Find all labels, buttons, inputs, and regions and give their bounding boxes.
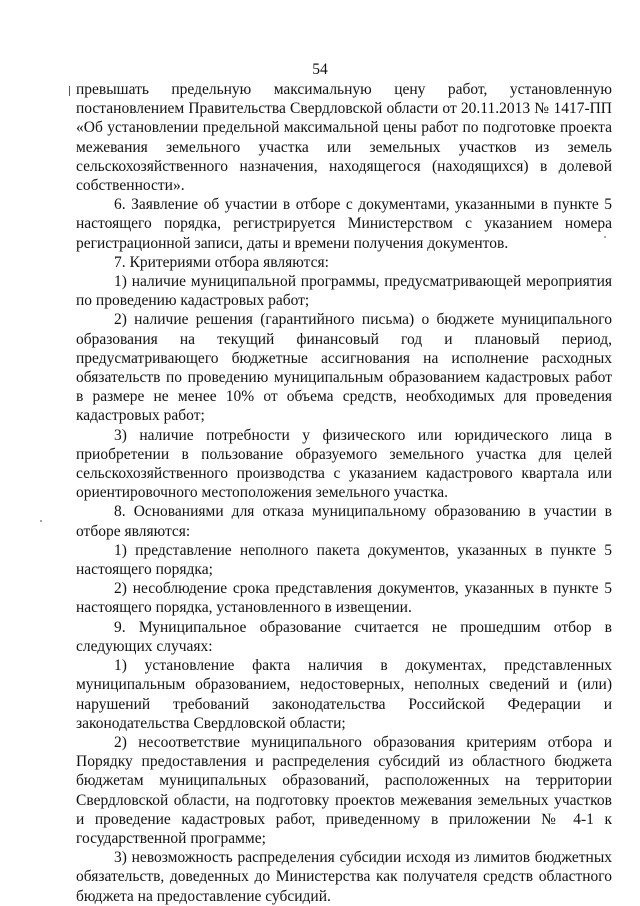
paragraph-item-9-1: 1) установление факта наличия в документах, представленных муниципальным образованием, недостоверных, неполных сведений и (или) нарушений требований законодательства Российской Федерации и законодательства Свердловской области; — [76, 657, 612, 732]
paragraph-item-7-2: 2) наличие решения (гарантийного письма) о бюджете муниципального образования на текущий финансовый год и плановый период, предусматривающего бюджетные ассигнования на исполнение расходных обязательств по проведению муниципальным образованием кадастровых работ в размере не менее 10% от объема средств, необходимых для проведения кадастровых работ; — [76, 311, 612, 425]
paragraph-item-7-3: 3) наличие потребности у физического или юридического лица в приобретении в пользование образуемого земельного участка для целей сельскохозяйственного производства с указанием кадастрового квартала или ориентировочного местоположения земельного участка. — [76, 426, 612, 502]
paragraph-continuation: превышать предельную максимальную цену работ, установленную постановлением Правительства Свердловской области от 20.11.2013 № 1417-ПП «Об установлении предельной максимальной цены работ по подготовке проекта межевания земельного участка или земельных участков из земель сельскохозяйственного назначения, находящегося (находящихся) в долевой собственности». — [76, 81, 612, 195]
paragraph-item-9-3: 3) невозможность распределения субсидии исходя из лимитов бюджетных обязательств, доведенных до Министерства как получателя средств областного бюджета на предоставление субсидий. — [76, 849, 612, 905]
scan-speck — [40, 520, 42, 522]
paragraph-item-8-1: 1) представление неполного пакета документов, указанных в пункте 5 настоящего порядка; — [76, 541, 612, 579]
paragraph-item-9: 9. Муниципальное образование считается не прошедшим отбор в следующих случаях: — [76, 618, 612, 655]
paragraph-item-9-2: 2) несоответствие муниципального образования критериям отбора и Порядку предоставления и распределения субсидий из областного бюджета бюджетам муниципальных образований, расположенных на территории Свердловской области, на подготовку проектов межевания земельных участков и проведение кадастровых работ, приведенному в приложении № 4-1 к государственной программе; — [76, 733, 612, 847]
page-number: 54 — [312, 61, 328, 78]
scan-mark — [69, 86, 70, 96]
paragraph-item-7: 7. Критериями отбора являются: — [114, 253, 329, 271]
paragraph-item-6: 6. Заявление об участии в отборе с документами, указанными в пункте 5 настоящего порядка, регистрируется Министерством с указанием номера регистрационной записи, даты и времени получения документов. — [76, 196, 612, 252]
paragraph-item-8-2: 2) несоблюдение срока представления документов, указанных в пункте 5 настоящего порядка, установленного в извещении. — [76, 580, 612, 617]
paragraph-item-7-1: 1) наличие муниципальной программы, предусматривающей мероприятия по проведению кадастровых работ; — [76, 273, 612, 310]
paragraph-item-8: 8. Основаниями для отказа муниципальному образованию в участии в отборе являются: — [76, 503, 612, 540]
document-body — [76, 80, 612, 906]
